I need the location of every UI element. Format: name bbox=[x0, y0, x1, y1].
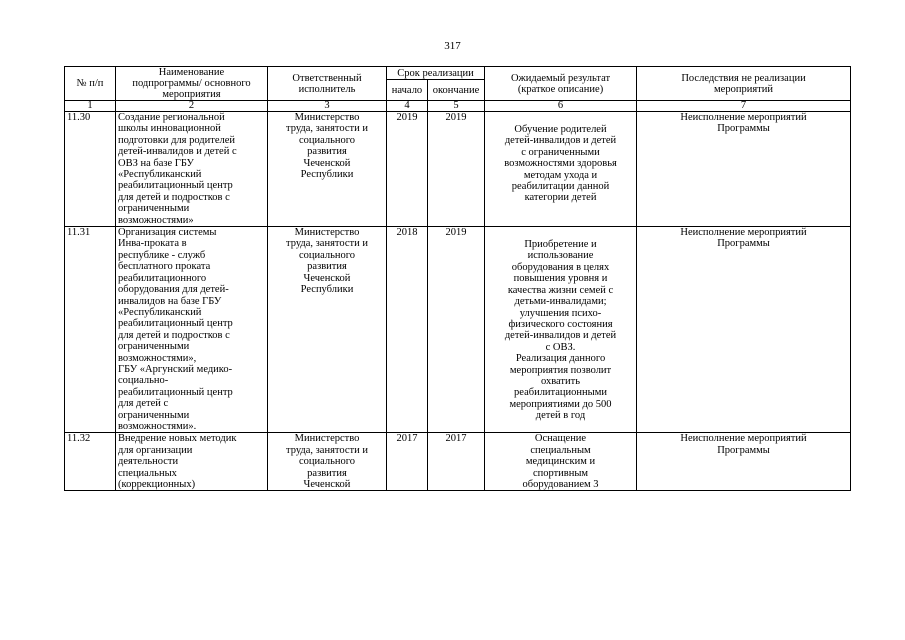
column-number: 6 bbox=[485, 101, 637, 112]
start-year: 2019 bbox=[387, 112, 428, 227]
header-result: Ожидаемый результат (краткое описание) bbox=[485, 67, 637, 101]
end-year: 2017 bbox=[428, 433, 485, 491]
end-year: 2019 bbox=[428, 227, 485, 433]
activity-name: Внедрение новых методик для организации деятельности специальных (коррекционных) bbox=[116, 433, 268, 491]
column-number: 5 bbox=[428, 101, 485, 112]
header-start: начало bbox=[387, 80, 428, 101]
consequences: Неисполнение мероприятий Программы bbox=[637, 433, 851, 491]
table-row bbox=[65, 433, 851, 491]
executor: Министерство труда, занятости и социального развития Чеченской Республики bbox=[268, 227, 387, 433]
activity-name: Организация системы Инва-проката в республике - служб бесплатного проката реабилитационного оборудования для детей- инвалидов на базе ГБУ «Республиканский реабилитационный центр для детей и подростков с ограниченными возможностями», ГБУ «Аргунский медико- социально- реабилитационный центр для детей с ограниченными возможностями». bbox=[116, 227, 268, 433]
consequences: Неисполнение мероприятий Программы bbox=[637, 112, 851, 227]
expected-result: Приобретение и использование оборудования в целях повышения уровня и качества жизни семей с детьми-инвалидами; улучшения психо- физического состояния детей-инвалидов и детей с ОВЗ. Реализация данного мероприятия позволит охватить реабилитационными мероприятиями до 500 детей в год bbox=[485, 227, 637, 433]
page-number: 317 bbox=[444, 40, 461, 52]
table-row bbox=[65, 112, 851, 227]
column-number: 7 bbox=[637, 101, 851, 112]
column-number: 1 bbox=[65, 101, 116, 112]
activity-name: Создание региональной школы инновационной подготовки для родителей детей-инвалидов и детей с ОВЗ на базе ГБУ «Республиканский реабилитационный центр для детей и подростков с ограниченными возможностями» bbox=[116, 112, 268, 227]
program-activities-table bbox=[64, 66, 851, 491]
header-period: Срок реализации bbox=[387, 67, 485, 80]
column-number: 3 bbox=[268, 101, 387, 112]
header-consequences: Последствия не реализации мероприятий bbox=[637, 67, 851, 101]
consequences: Неисполнение мероприятий Программы bbox=[637, 227, 851, 433]
start-year: 2017 bbox=[387, 433, 428, 491]
header-name: Наименование подпрограммы/ основного мероприятия bbox=[116, 67, 268, 101]
executor: Министерство труда, занятости и социального развития Чеченской bbox=[268, 433, 387, 491]
start-year: 2018 bbox=[387, 227, 428, 433]
column-number: 2 bbox=[116, 101, 268, 112]
row-number: 11.31 bbox=[65, 227, 116, 433]
end-year: 2019 bbox=[428, 112, 485, 227]
header-executor: Ответственный исполнитель bbox=[268, 67, 387, 101]
row-number: 11.32 bbox=[65, 433, 116, 491]
executor: Министерство труда, занятости и социального развития Чеченской Республики bbox=[268, 112, 387, 227]
expected-result: Оснащение специальным медицинским и спортивным оборудованием 3 bbox=[485, 433, 637, 491]
table-row bbox=[65, 227, 851, 433]
expected-result: Обучение родителей детей-инвалидов и детей с ограниченными возможностями здоровья методам ухода и реабилитации данной категории детей bbox=[485, 112, 637, 227]
column-number: 4 bbox=[387, 101, 428, 112]
header-end: окончание bbox=[428, 80, 485, 101]
column-numbers-row bbox=[65, 101, 851, 112]
header-num: № п/п bbox=[65, 67, 116, 101]
row-number: 11.30 bbox=[65, 112, 116, 227]
